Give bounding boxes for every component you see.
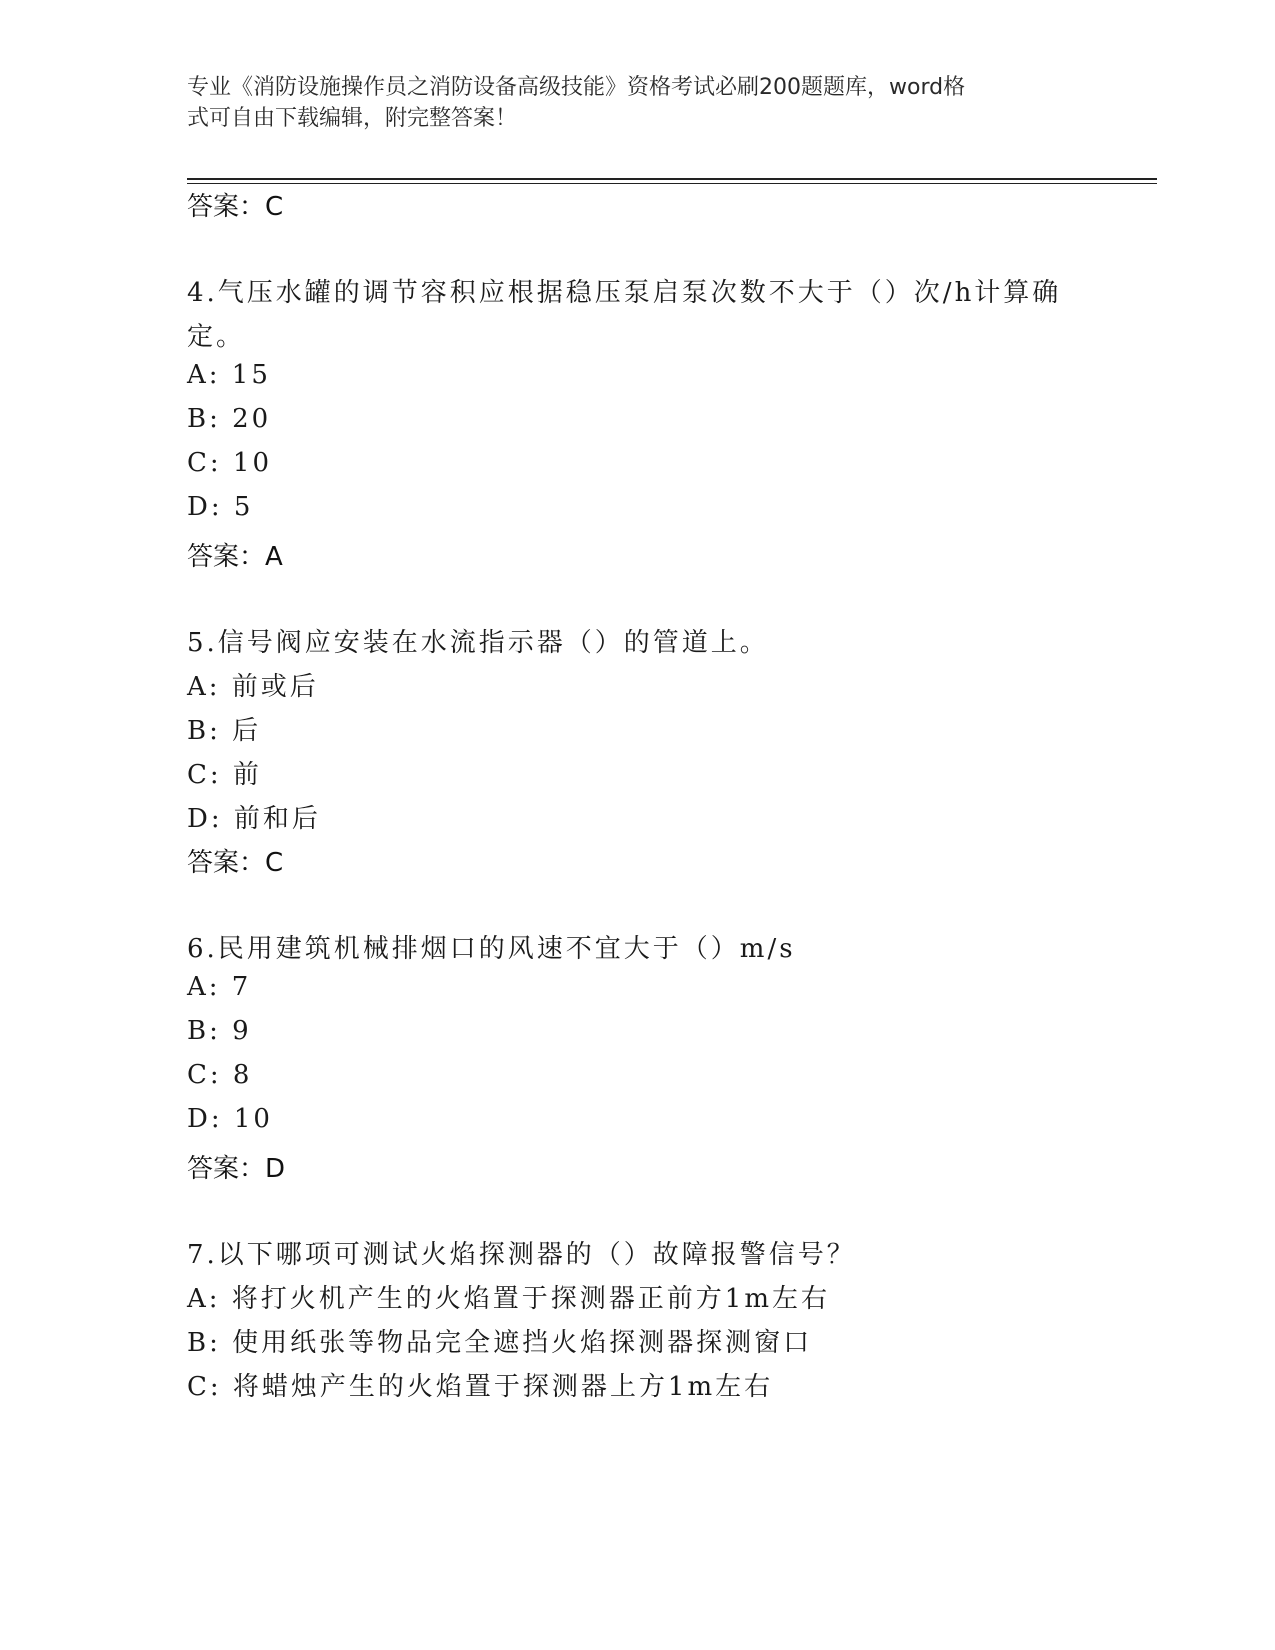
header-line-1: 专业《消防设施操作员之消防设备高级技能》资格考试必刷200题题库，word格 xyxy=(187,75,966,100)
question-4-stem-line-2: 定。 xyxy=(187,322,246,352)
question-6-stem: 6.民用建筑机械排烟口的风速不宜大于（）m/s xyxy=(187,934,796,964)
question-4-option-d: D: 5 xyxy=(187,492,254,522)
question-7-option-b: B: 使用纸张等物品完全遮挡火焰探测器探测窗口 xyxy=(187,1328,813,1358)
question-4-option-b: B: 20 xyxy=(187,404,272,434)
header-line-2: 式可自由下载编辑，附完整答案！ xyxy=(187,106,518,131)
question-5-option-a: A: 前或后 xyxy=(187,672,319,702)
header-divider-thick xyxy=(187,178,1157,180)
question-4-answer: 答案：A xyxy=(187,542,283,572)
question-7-option-c: C: 将蜡烛产生的火焰置于探测器上方1m左右 xyxy=(187,1372,774,1402)
question-6-option-d: D: 10 xyxy=(187,1104,273,1134)
previous-answer: 答案：C xyxy=(187,192,284,222)
question-7-stem: 7.以下哪项可测试火焰探测器的（）故障报警信号？ xyxy=(187,1240,856,1270)
question-5-answer: 答案：C xyxy=(187,848,284,878)
question-4-option-a: A: 15 xyxy=(187,360,271,390)
header-divider-thin xyxy=(187,183,1157,184)
question-5-option-b: B: 后 xyxy=(187,716,262,746)
question-6-option-a: A: 7 xyxy=(187,972,252,1002)
document-page xyxy=(187,0,1157,1650)
document-header xyxy=(187,72,1067,134)
question-6-option-b: B: 9 xyxy=(187,1016,252,1046)
question-5-option-c: C: 前 xyxy=(187,760,262,790)
question-5-option-d: D: 前和后 xyxy=(187,804,321,834)
question-7-option-a: A: 将打火机产生的火焰置于探测器正前方1m左右 xyxy=(187,1284,830,1314)
question-5-stem: 5.信号阀应安装在水流指示器（）的管道上。 xyxy=(187,628,769,658)
question-4-stem-line-1: 4.气压水罐的调节容积应根据稳压泵启泵次数不大于（）次/h计算确 xyxy=(187,278,1062,308)
question-6-answer: 答案：D xyxy=(187,1154,286,1184)
question-6-option-c: C: 8 xyxy=(187,1060,253,1090)
question-4-option-c: C: 10 xyxy=(187,448,273,478)
